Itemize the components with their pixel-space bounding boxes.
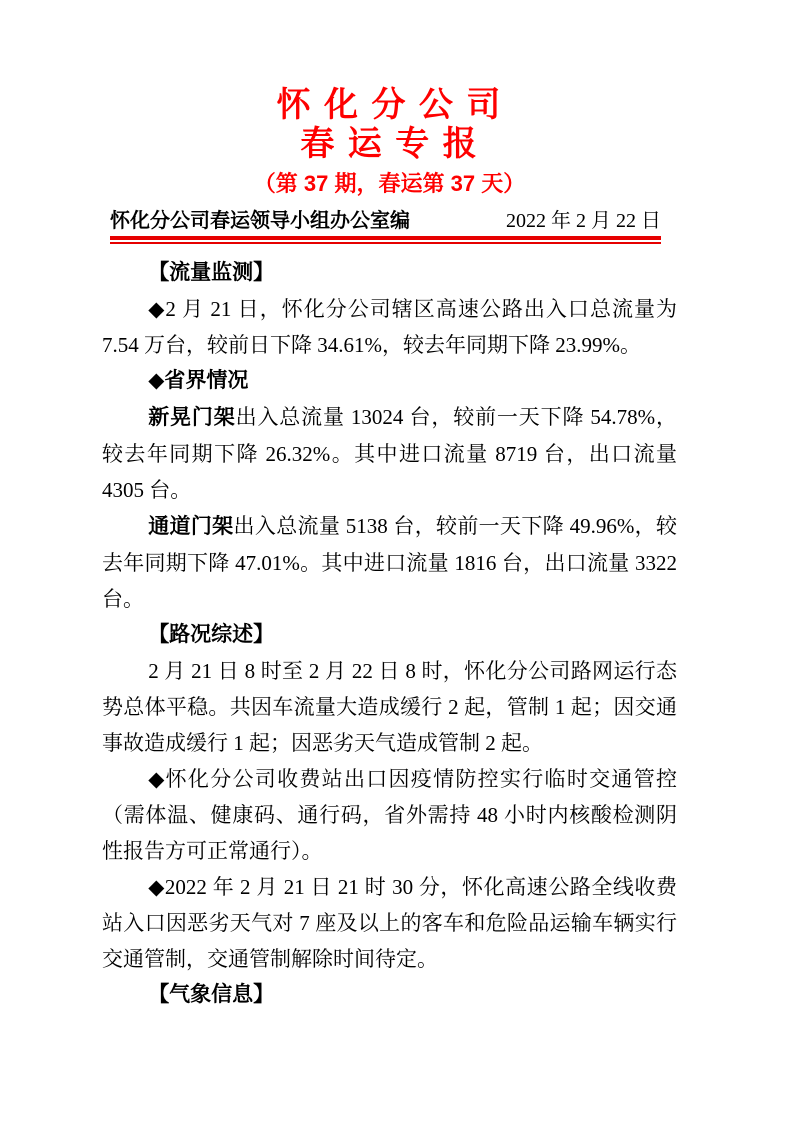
issue-date: 2022 年 2 月 22 日 (506, 210, 661, 232)
document-body (102, 255, 677, 1013)
paragraph-total-flow: ◆2 月 21 日，怀化分公司辖区高速公路出入口总流量为 7.54 万台，较前日下降 34.61%，较去年同期下降 23.99%。 (102, 297, 677, 357)
document-header (102, 86, 677, 244)
paragraph-xinhuang-gantry (102, 399, 677, 508)
subheading-provincial-border: ◆省界情况 (148, 369, 249, 392)
header-divider-rule (110, 236, 661, 244)
xinhuang-gantry-label: 新晃门架 (148, 406, 236, 429)
paragraph-covid-control: ◆怀化分公司收费站出口因疫情防控实行临时交通管控（需体温、健康码、通行码，省外需持 48 小时内核酸检测阴性报告方可正常通行）。 (102, 767, 677, 863)
issue-number-line: （第 37 期，春运第 37 天） (253, 171, 526, 196)
paragraph-tongdao-gantry (102, 508, 677, 617)
section-heading-weather-info: 【气象信息】 (148, 983, 275, 1006)
editor-label: 怀化分公司春运领导小组办公室编 (110, 210, 410, 232)
paragraph-weather-traffic-control: ◆2022 年 2 月 21 日 21 时 30 分，怀化高速公路全线收费站入口因恶劣天气对 7 座及以上的客车和危险品运输车辆实行交通管制，交通管制解除时间待定。 (102, 875, 677, 971)
report-title: 春 运 专 报 (300, 125, 479, 163)
section-heading-road-conditions: 【路况综述】 (148, 623, 275, 646)
company-title: 怀 化 分 公 司 (276, 86, 503, 124)
tongdao-gantry-text: 出入总流量 5138 台，较前一天下降 49.96%，较去年同期下降 47.01%。其中进口流量 1816 台，出口流量 3322 台。 (102, 514, 678, 611)
tongdao-gantry-label: 通道门架 (148, 515, 234, 538)
section-heading-flow-monitoring: 【流量监测】 (148, 261, 275, 284)
xinhuang-gantry-text: 出入总流量 13024 台，较前一天下降 54.78%，较去年同期下降 26.32%。其中进口流量 8719 台，出口流量 4305 台。 (102, 405, 678, 502)
paragraph-road-summary: 2 月 21 日 8 时至 2 月 22 日 8 时，怀化分公司路网运行态势总体平稳。共因车流量大造成缓行 2 起，管制 1 起；因交通事故造成缓行 1 起；因恶劣天气造成管制 2 起。 (102, 659, 677, 755)
editor-row (110, 209, 661, 233)
